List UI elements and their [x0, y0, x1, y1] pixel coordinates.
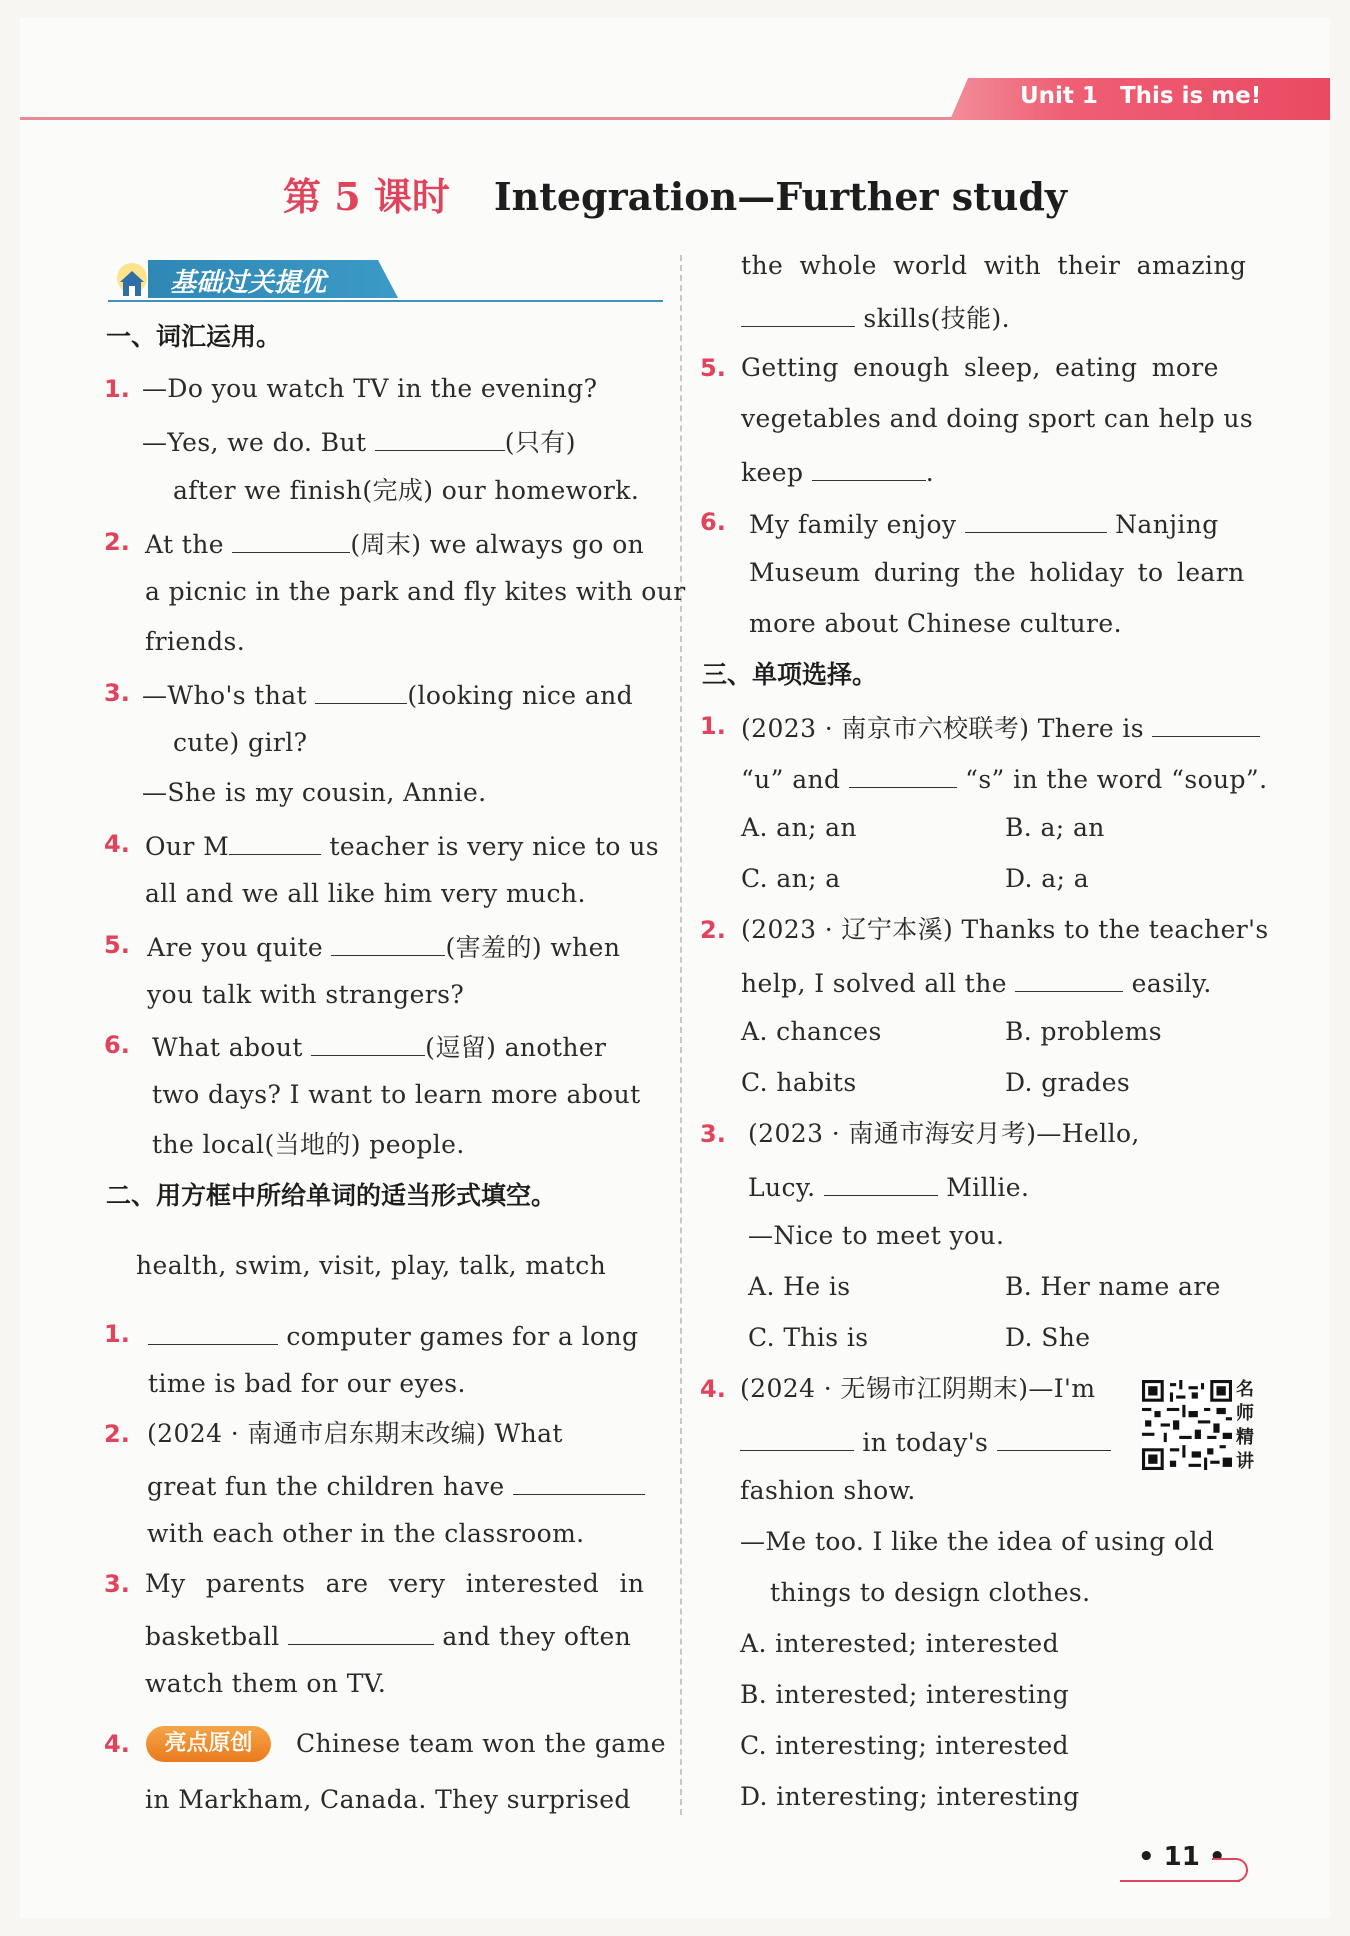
question-line [741, 300, 1010, 335]
answer-blank[interactable] [1152, 710, 1260, 737]
question-text: Getting enough sleep, eating more [741, 353, 1219, 382]
question-number: 5. [104, 931, 130, 959]
question-text: Our M [145, 832, 230, 861]
unit-title: This is me! [1119, 83, 1262, 109]
question-line [152, 1029, 606, 1064]
question-line [740, 1424, 1111, 1459]
question-number: 6. [700, 508, 726, 536]
badge-rule [108, 300, 663, 302]
question-line [741, 710, 1260, 745]
answer-blank[interactable] [513, 1468, 645, 1495]
unit-heading [1020, 83, 1283, 109]
lesson-number: 第 5 课时 [282, 174, 450, 219]
question-text: My parents are very interested in [145, 1569, 645, 1598]
word-box: health, swim, visit, play, talk, match [136, 1251, 607, 1280]
question-text: and they often [442, 1622, 632, 1651]
question-line [142, 424, 576, 459]
option-a[interactable]: A. interested; interested [740, 1629, 1060, 1658]
option-d[interactable]: D. She [1005, 1323, 1091, 1352]
lesson-name: Integration—Further study [493, 174, 1067, 219]
section-heading-choice: 三、单项选择。 [702, 660, 878, 689]
question-text: after we finish(完成) our homework. [173, 476, 640, 505]
question-text: —Who's that [142, 681, 307, 710]
lesson-title [0, 166, 1350, 221]
question-text: (2023 · 南京市六校联考) There is [741, 714, 1145, 743]
badge-label: 基础过关提优 [170, 268, 327, 298]
answer-blank[interactable] [148, 1318, 278, 1345]
question-number: 4. [104, 1730, 130, 1758]
answer-blank[interactable] [331, 929, 445, 956]
option-d[interactable]: D. a; a [1005, 864, 1090, 893]
question-line [147, 1468, 645, 1503]
question-line [748, 1169, 1029, 1204]
question-text: (2023 · 辽宁本溪) Thanks to the teacher's [741, 915, 1269, 944]
option-c[interactable]: C. habits [741, 1068, 857, 1097]
option-a[interactable]: A. chances [741, 1017, 882, 1046]
question-text: more about Chinese culture. [749, 609, 1122, 638]
question-number: 2. [104, 528, 130, 556]
original-badge: 亮点原创 [146, 1726, 271, 1762]
question-text: (害羞的) when [445, 933, 621, 962]
question-text: the whole world with their amazing [741, 251, 1247, 280]
question-text: —She is my cousin, Annie. [142, 778, 487, 807]
question-text: (2023 · 南通市海安月考)—Hello, [748, 1119, 1140, 1148]
answer-blank[interactable] [812, 454, 926, 481]
question-number: 4. [700, 1375, 726, 1403]
question-text: (周末) we always go on [350, 530, 645, 559]
unit-label: Unit 1 [1020, 83, 1098, 109]
question-text: you talk with strangers? [147, 980, 465, 1009]
option-c[interactable]: C. an; a [741, 864, 841, 893]
question-text: teacher is very nice to us [329, 832, 659, 861]
option-a[interactable]: A. He is [748, 1272, 851, 1301]
question-text: in Markham, Canada. They surprised [145, 1785, 631, 1814]
question-text: My family enjoy [749, 510, 957, 539]
question-number: 2. [700, 916, 726, 944]
answer-blank[interactable] [375, 424, 505, 451]
question-line [741, 761, 1267, 796]
question-line [749, 506, 1219, 541]
question-number: 1. [104, 375, 130, 403]
question-text: with each other in the classroom. [147, 1519, 585, 1548]
question-number: 3. [104, 679, 130, 707]
question-text: time is bad for our eyes. [148, 1369, 466, 1398]
question-text: —Nice to meet you. [748, 1221, 1005, 1250]
question-line: keep . [741, 454, 934, 489]
column-divider [680, 255, 682, 1815]
question-line [741, 965, 1212, 1000]
question-text: help, I solved all the [741, 969, 1007, 998]
question-text: keep [741, 458, 804, 487]
answer-blank[interactable] [965, 506, 1107, 533]
question-text: —Me too. I like the idea of using old [740, 1527, 1215, 1556]
question-number: 1. [104, 1320, 130, 1348]
question-text: basketball [145, 1622, 280, 1651]
question-text: two days? I want to learn more about [152, 1080, 641, 1109]
question-text: —Do you watch TV in the evening? [142, 374, 598, 403]
option-c[interactable]: C. interesting; interested [740, 1731, 1069, 1760]
answer-blank[interactable] [288, 1618, 434, 1645]
answer-blank[interactable] [824, 1169, 938, 1196]
question-text: vegetables and doing sport can help us [741, 404, 1254, 433]
qr-caption: 名师精讲 [1236, 1379, 1254, 1472]
question-text: easily. [1131, 969, 1212, 998]
option-a[interactable]: A. an; an [741, 813, 857, 842]
page-curl-decoration [1212, 1858, 1248, 1882]
question-line [145, 828, 659, 863]
answer-blank[interactable] [315, 677, 407, 704]
option-b[interactable]: B. Her name are [1005, 1272, 1221, 1301]
answer-blank[interactable] [229, 828, 321, 855]
question-text: At the [145, 530, 224, 559]
option-b[interactable]: B. a; an [1005, 813, 1105, 842]
question-number: 6. [104, 1031, 130, 1059]
question-text: (looking nice and [407, 681, 634, 710]
answer-blank[interactable] [849, 761, 957, 788]
answer-blank[interactable] [997, 1424, 1111, 1451]
question-number: 2. [104, 1420, 130, 1448]
question-text: watch them on TV. [145, 1669, 387, 1698]
question-text: all and we all like him very much. [145, 879, 586, 908]
question-text: skills(技能). [863, 304, 1011, 333]
question-number: 1. [700, 712, 726, 740]
question-text: —Yes, we do. But [142, 428, 367, 457]
question-text: (2024 · 南通市启东期末改编) What [147, 1419, 563, 1448]
question-number: 5. [700, 354, 726, 382]
question-text: (2024 · 无锡市江阴期末)—I'm [740, 1374, 1096, 1403]
question-text: cute) girl? [173, 728, 308, 757]
question-number: 3. [104, 1570, 130, 1598]
question-text: Are you quite [147, 933, 324, 962]
question-text: “u” and [741, 765, 841, 794]
option-c[interactable]: C. This is [748, 1323, 869, 1352]
question-text: computer games for a long [286, 1322, 639, 1351]
question-text: Chinese team won the game [296, 1729, 666, 1758]
question-text: Lucy. [748, 1173, 816, 1202]
answer-blank[interactable] [311, 1029, 425, 1056]
question-line [147, 929, 620, 964]
question-number: 4. [104, 830, 130, 858]
question-text: “s” in the word “soup”. [965, 765, 1268, 794]
section-badge [108, 252, 418, 300]
question-text: great fun the children have [147, 1472, 505, 1501]
answer-blank[interactable] [740, 1424, 854, 1451]
question-text: the local(当地的) people. [152, 1130, 465, 1159]
question-text: things to design clothes. [770, 1578, 1091, 1607]
question-text: Nanjing [1115, 510, 1219, 539]
option-d[interactable]: D. interesting; interesting [740, 1782, 1080, 1811]
question-text: Millie. [946, 1173, 1030, 1202]
question-text: a picnic in the park and fly kites with our [145, 577, 686, 606]
option-b[interactable]: B. interested; interesting [740, 1680, 1070, 1709]
question-text: friends. [145, 627, 246, 656]
answer-blank[interactable] [741, 300, 855, 327]
section-heading-vocab: 一、词汇运用。 [106, 322, 282, 351]
question-text: Museum during the holiday to learn [749, 558, 1245, 587]
answer-blank[interactable] [232, 526, 350, 553]
qr-code-icon[interactable] [1142, 1380, 1232, 1470]
option-d[interactable]: D. grades [1005, 1068, 1131, 1097]
question-text: (逗留) another [425, 1033, 607, 1062]
question-text: in today's [862, 1428, 989, 1457]
question-text: (只有) [504, 428, 576, 457]
question-number: 3. [700, 1120, 726, 1148]
question-text: What about [152, 1033, 303, 1062]
option-b[interactable]: B. problems [1005, 1017, 1163, 1046]
question-line [148, 1318, 638, 1353]
question-line [145, 1618, 631, 1653]
section-heading-fill: 二、用方框中所给单词的适当形式填空。 [106, 1181, 557, 1210]
house-icon [112, 260, 152, 300]
question-text: fashion show. [740, 1476, 916, 1505]
question-line [145, 526, 644, 561]
answer-blank[interactable] [1015, 965, 1123, 992]
question-line [142, 677, 633, 712]
page-number: • 11 • [1138, 1842, 1226, 1872]
